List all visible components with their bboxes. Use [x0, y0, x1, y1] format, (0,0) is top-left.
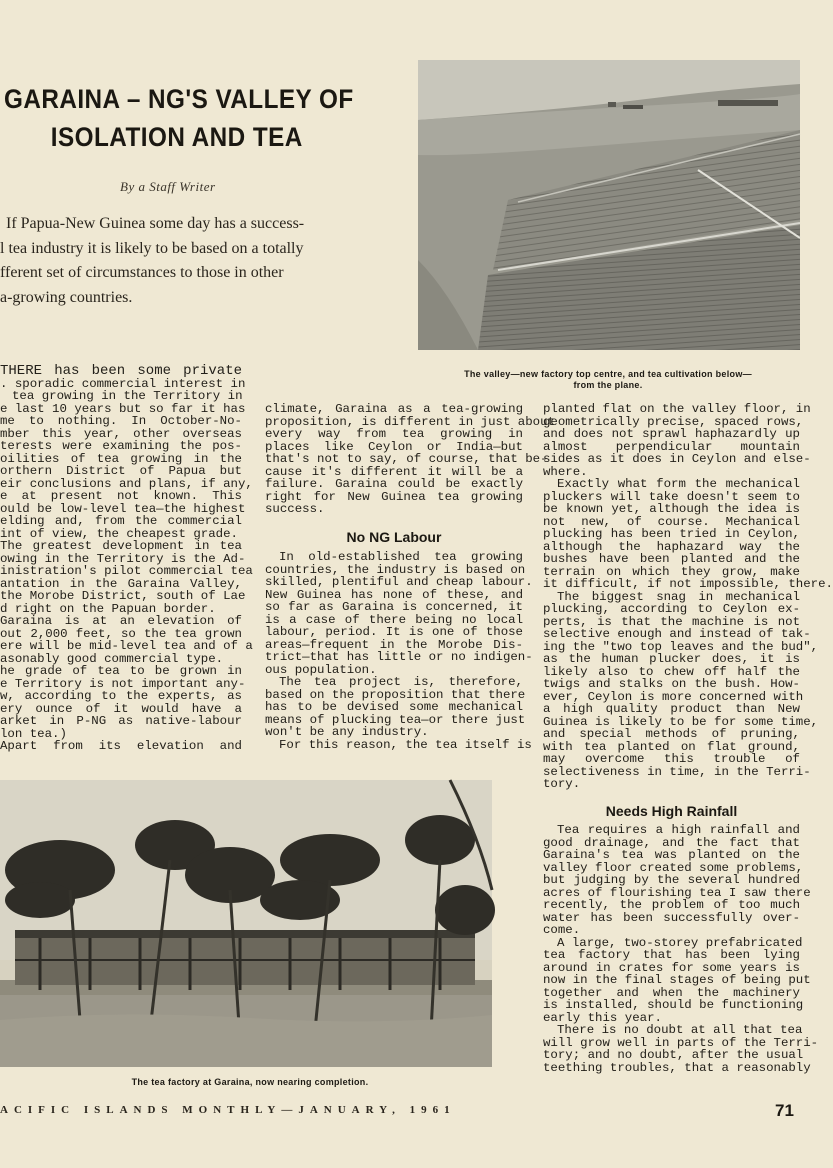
col2-line: areas—frequent in the Morobe Dis-: [265, 637, 523, 652]
col1-line: orthern District of Papua but: [0, 464, 242, 478]
col1-line: THERE has been some private: [0, 363, 242, 379]
col3-line: A large, two-storey prefabricated: [557, 935, 803, 950]
col1-line: d right on the Papuan border.: [0, 601, 216, 616]
headline-line-1: GARAINA – NG'S VALLEY OF: [4, 84, 354, 114]
col3-line: now in the final stages of being put: [543, 973, 811, 987]
col3-line: come.: [543, 923, 581, 937]
col3-line: tory.: [543, 777, 581, 791]
col2-line: is a case of there being no local: [265, 612, 523, 627]
col2-line: based on the proposition that there: [265, 687, 526, 702]
col1-line: arket in P-NG as native-labour: [0, 714, 242, 728]
col1-line: e Territory is not important any-: [0, 676, 246, 691]
col3-line: teething troubles, that a reasonably: [543, 1060, 811, 1075]
col3-line: will grow well in parts of the Terri-: [543, 1035, 819, 1050]
col3-line: early this year.: [543, 1010, 662, 1025]
col2-line: so far as Garaina is concerned, it: [265, 600, 523, 614]
col2-line: countries, the industry is based on: [265, 562, 526, 577]
col3-line: and special methods of pruning,: [543, 727, 800, 741]
col3-line: valley floor created some problems,: [543, 860, 804, 875]
col1-line: out 2,000 feet, so the tea grown: [0, 626, 242, 641]
col3-line: The biggest snag in mechanical: [557, 589, 800, 604]
col3-line: Garaina's tea was planted on the: [543, 848, 800, 862]
col3-line: tea factory that has been lying: [543, 948, 800, 962]
col1-line: mber this year, other overseas: [0, 426, 242, 441]
col2-line: right for New Guinea tea growing: [265, 489, 523, 504]
col1-line: owing in the Territory is the Ad-: [0, 551, 246, 566]
col3-line: water has been successfully over-: [543, 910, 800, 925]
col1-line: e last 10 years but so far it has: [0, 401, 246, 416]
col3-line: bushes have been planted and the: [543, 552, 800, 566]
lead-line: l tea industry it is likely to be based on a totally: [0, 239, 304, 257]
col1-line: the Morobe District, south of Lae: [0, 589, 246, 603]
lead-paragraph: [0, 212, 378, 310]
col3-line: as the human plucker does, it is: [543, 652, 800, 666]
col3-line: terrain on which they grow, make: [543, 564, 800, 579]
col2-line: New Guinea has none of these, and: [265, 587, 523, 602]
col3-line: perts, is that the machine is not: [543, 614, 800, 629]
col1-line: elding and, from the commercial: [0, 514, 242, 528]
col3-line: with tea planted on flat ground,: [543, 739, 800, 754]
col2-line: cause it's different it will be a: [265, 464, 523, 479]
col3-line: not new, of course. Mechanical: [543, 514, 800, 529]
col1-line: int of view, the cheapest grade.: [0, 526, 238, 541]
col3-line: acres of flourishing tea I saw there: [543, 885, 811, 900]
col1-line: inistration's pilot commercial tea: [0, 564, 253, 578]
col3-line: but judging by the several hundred: [543, 873, 800, 887]
col2-line: For this reason, the tea itself is: [279, 737, 532, 752]
col1-line: Apart from its elevation and: [0, 739, 242, 753]
column-3: [543, 402, 833, 1075]
column-1: [0, 363, 253, 753]
col1-line: . sporadic commercial interest in: [0, 376, 246, 391]
col3-line: where.: [543, 464, 588, 479]
col3-line: may overcome this trouble of: [543, 752, 800, 766]
col2-line: In old-established tea growing: [279, 550, 523, 564]
col2-line: proposition, is different in just about: [265, 414, 555, 429]
col1-line: ery ounce of it would have a: [0, 701, 242, 716]
col1-line: oilities of tea growing in the: [0, 451, 242, 466]
col3-line: geometrically precise, spaced rows,: [543, 414, 804, 429]
col1-line: he grade of tea to be grown in: [0, 664, 242, 678]
col3-line: likely also to chew off half the: [543, 664, 800, 679]
headline: [4, 80, 364, 156]
col1-line: w, according to the experts, as: [0, 689, 242, 703]
col3-line: a high quality product than New: [543, 702, 800, 716]
col1-line: eir conclusions and plans, if any,: [0, 476, 253, 491]
factory-photo-graphic: [0, 780, 492, 1067]
col3-line: together and when the machinery: [543, 985, 800, 1000]
col2-line: success.: [265, 502, 325, 516]
tea-factory-photo: [0, 780, 492, 1067]
col3-line: plucking, according to Ceylon ex-: [543, 602, 800, 616]
col2-line: trict—that has little or no indigen-: [265, 650, 533, 664]
col1-line: me to nothing. In October-No-: [0, 414, 242, 428]
col1-line: antation in the Garaina Valley,: [0, 576, 242, 591]
col2-line: climate, Garaina as a tea-growing: [265, 402, 523, 416]
subhead-no-ng-labour: No NG Labour: [346, 528, 442, 545]
col2-line: every way from tea growing in: [265, 427, 523, 441]
col3-line: twigs and stalks on the bush. How-: [543, 677, 800, 691]
col3-line: Guinea is likely to be for some time,: [543, 714, 819, 729]
col3-line: and does not sprawl haphazardly up: [543, 427, 800, 441]
col2-line: means of plucking tea—or there just: [265, 712, 526, 727]
col3-line: Tea requires a high rainfall and: [557, 823, 800, 837]
col3-line: tory; and no doubt, after the usual: [543, 1048, 804, 1062]
footer-issue-line: ACIFIC ISLANDS MONTHLY—JANUARY, 1961: [0, 1104, 456, 1116]
col3-line: around in crates for some years is: [543, 960, 800, 975]
lead-line: If Papua-New Guinea some day has a success-: [6, 215, 305, 232]
col2-line: The tea project is, therefore,: [279, 675, 523, 689]
byline: By a Staff Writer: [120, 179, 216, 194]
col2-line: won't be any industry.: [265, 725, 429, 739]
valley-caption-line: The valley—new factory top centre, and tea cultivation below—: [464, 369, 752, 379]
col1-line: e at present not known. This: [0, 489, 242, 503]
col2-line: failure. Garaina could be exactly: [265, 477, 523, 491]
factory-photo-caption: The tea factory at Garaina, now nearing completion.: [131, 1077, 369, 1087]
col1-line: tea growing in the Territory in: [12, 389, 243, 403]
col3-line: Exactly what form the mechanical: [557, 477, 800, 491]
col2-line: places like Ceylon or India—but: [265, 439, 523, 454]
col1-line: lon tea.): [0, 726, 67, 741]
col2-line: skilled, plentiful and cheap labour.: [265, 575, 533, 589]
column-2: [265, 402, 555, 752]
valley-caption-line: from the plane.: [573, 380, 643, 390]
col3-line: although the haphazard way the: [543, 539, 800, 554]
col3-line: selectiveness in time, in the Terri-: [543, 764, 811, 779]
col2-line: labour, period. It is one of those: [265, 625, 523, 639]
headline-line-2: ISOLATION AND TEA: [50, 122, 303, 152]
valley-aerial-photo: [418, 60, 800, 350]
col1-line: terests were examining the pos-: [0, 439, 242, 453]
lead-line: a-growing countries.: [0, 288, 133, 306]
col1-line: ould be low-level tea—the highest: [0, 501, 246, 516]
col3-line: ing the "two top leaves and the bud",: [543, 639, 819, 654]
col3-line: selective enough and instead of tak-: [543, 627, 811, 641]
col3-line: be known yet, although the idea is: [543, 502, 800, 516]
col3-line: sides as it does in Ceylon and else-: [543, 452, 811, 466]
col1-line: The greatest development in tea: [0, 539, 242, 553]
valley-photo-caption: [408, 369, 808, 391]
col3-line: pluckers will take doesn't seem to: [543, 489, 800, 504]
col2-line: that's not to say, of course, that be-: [265, 452, 548, 466]
col3-line: good drainage, and the fact that: [543, 835, 800, 850]
col3-line: ever, Ceylon is more concerned with: [543, 689, 804, 704]
col2-line: ous population.: [265, 662, 377, 677]
col3-line: it difficult, if not impossible, there.: [543, 577, 833, 591]
col3-line: is installed, should be functioning: [543, 998, 804, 1012]
col1-line: asonably good commercial type.: [0, 651, 224, 666]
subhead-needs-high-rainfall: Needs High Rainfall: [605, 802, 738, 819]
col1-line: ere will be mid-level tea and of a: [0, 639, 253, 653]
col2-line: has to be devised some mechanical: [265, 700, 523, 714]
col3-line: There is no doubt at all that tea: [557, 1023, 803, 1037]
col3-line: planted flat on the valley floor, in: [543, 402, 811, 416]
col1-line: Garaina is at an elevation of: [0, 614, 242, 628]
page-number: 71: [775, 1101, 794, 1120]
col3-line: plucking has been tried in Ceylon,: [543, 527, 800, 541]
lead-line: fferent set of circumstances to those in other: [0, 264, 284, 281]
valley-photo-graphic: [418, 60, 800, 350]
col3-line: almost perpendicular mountain: [543, 439, 800, 454]
col3-line: recently, the problem of too much: [543, 898, 800, 912]
